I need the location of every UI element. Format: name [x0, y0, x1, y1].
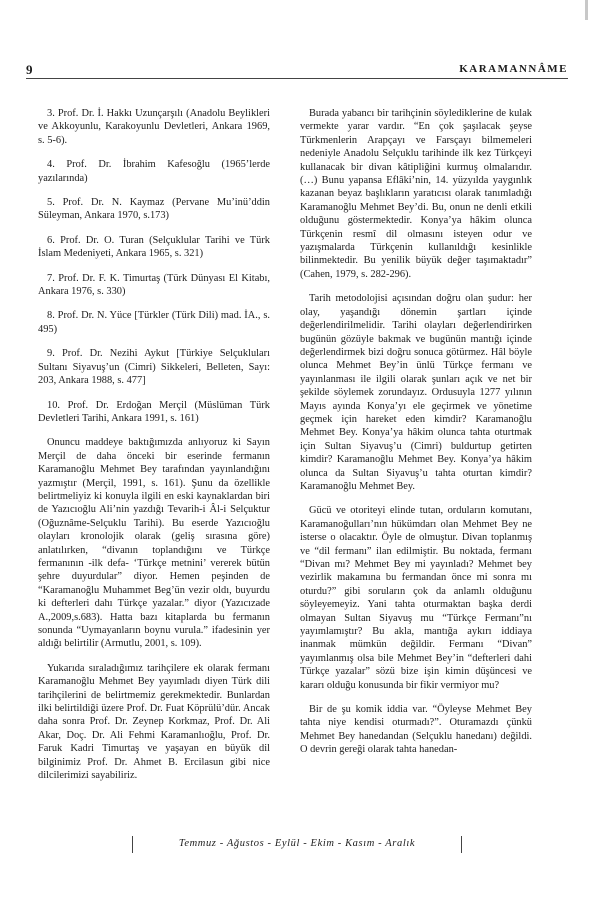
footer-months: Temmuz - Ağustos - Eylül - Ekim - Kasım - Aralık — [178, 838, 416, 849]
body-paragraph: Burada yabancı bir tarihçinin söylediklerine de kulak vermekte yarar vardır. “En çok şaşılacak şeyse Türkmenlerin Arapçayı ve Farsçayı bilmemeleri nedeniyle Anadolu Selçuklu tarihinde ilk kez Türkçeyi kullanacak bir divan kâtipliğini kurmuş olmalarıdır. (…) Bunu yapansa Eflâki’nin, 14. yüzyılda yaygınlık kazanan beyaz başlıkların yaratıcısı olarak tanımladığı Karamanoğlu Mehmet Bey’di. Bu, onun ne denli etkili olduğunu göstermektedir. Konya’ya hâkim olunca Türkçenin resmî dil olmasını isteyen odur ve yazışmalarda Türkçenin kullanıldığı kesinlikle bilinmektedir. Bu yenilik büyük değer taşımaktadır” (Cahen, 1979, s. 282-296). — [300, 108, 532, 280]
page-number: 9 — [26, 62, 33, 77]
body-paragraph: Onuncu maddeye baktığımızda anlıyoruz ki Sayın Merçil de daha önceki bir eserinde fermanın Karamanoğlu Mehmet Bey tarafından yayınlandığını yazmıştır (Merçil, 1991, s. 161). Şunu da özellikle belirtmeliyiz ki konuyla ilgili en eski kaynaklardan biri de Yazıcıoğlu Ali’nin yazdığı Tevarih-i Âl-i Selçuktur (Oğuznâme-Selçuklu Tarihi). Bu eserde Yazıcıoğlu olayları kronolojik olarak (geliş sırasına göre) anlatılırken, “divanın toplandığını ve Türkçe fermanının -ilk defa- ‘Türkçe metnini’ vererek bütün şehre duyurdular” diyor. Hemen peşinden de “Karamanoğlu Muhammet Beg’ün vezir oldı, buyurdu ki defterleri dahı Türkçe yazalar.” diyor (Yazıcızade A.,2009,s.683). Hatta bazı kitaplarda bu fermanın sonunda “Uymayanların boynu vurula.” ifadesinin yer aldığı belirtilir (Armutlu, 2001, s. 109). — [38, 437, 270, 650]
reference-item: 7. Prof. Dr. F. K. Timurtaş (Türk Dünyası El Kitabı, Ankara 1976, s. 330) — [38, 272, 270, 298]
footer-divider-right — [461, 836, 462, 853]
page-edge-mark — [585, 0, 588, 20]
body-paragraph: Bir de şu komik iddia var. “Öyleyse Mehmet Bey tahta niye kendisi oturmadı?”. Oturamazdı çünkü Mehmet Bey hanedandan (Selçuklu hanedanı) değildi. O devrin gereği olarak tahta hanedan- — [300, 704, 532, 756]
reference-item: 10. Prof. Dr. Erdoğan Merçil (Müslüman Türk Devletleri Tarihi, Ankara 1991, s. 161) — [38, 399, 270, 424]
right-column — [300, 107, 532, 768]
reference-item: 9. Prof. Dr. Nezihi Aykut [Türkiye Selçukluları Sultanı Siyavuş’un (Cimri) Sikkeleri, Belleten, Sayı: 203, Ankara 1988, s. 477] — [38, 348, 270, 387]
body-paragraph: Yukarıda sıraladığımız tarihçilere ek olarak fermanı Karamanoğlu Mehmet Bey yayımladı diyen Türk dili tarihçilerini de belirtmemiz gerekmektedir. Bunlardan ilki belirtildiği üzere Prof. Dr. Fuat Köprülü’dür. Ancak daha sonra Prof. Dr. Zeynep Korkmaz, Prof. Dr. Ali Akar, Doç. Dr. Ali Fehmi Karamanlıoğlu, Prof. Dr. Faruk Kadri Timurtaş ve yaşayan en büyük dil bilginimiz Prof. Dr. Ahmet B. Ercilasun gibi nice dilcilerimizi sayabiliriz. — [38, 662, 270, 782]
reference-item: 3. Prof. Dr. İ. Hakkı Uzunçarşılı (Anadolu Beylikleri ve Akkoyunlu, Karakoyunlu Devletleri, Ankara 1969, s. 5-6). — [38, 108, 270, 146]
reference-item: 6. Prof. Dr. O. Turan (Selçuklular Tarihi ve Türk İslam Medeniyeti, Ankara 1965, s. 321) — [38, 234, 270, 260]
reference-item: 8. Prof. Dr. N. Yüce [Türkler (Türk Dili) mad. İA., s. 495) — [38, 310, 270, 335]
reference-item: 4. Prof. Dr. İbrahim Kafesoğlu (1965’lerde yazılarında) — [38, 159, 270, 184]
header-divider — [26, 78, 568, 79]
page-header — [26, 60, 568, 78]
journal-title: KARAMANNÂME — [459, 63, 568, 75]
body-paragraph: Tarih metodolojisi açısından doğru olan şudur: her olay, yaşandığı dönemin şartları içinde değerlendirilmelidir. Tarihi olayları değerlendirirken bugünün gözüyle bakmak ve bugünün mantığı içinde değerlendirmek bizi doğru sonuca götürmez. Hâl böyle olunca Mehmet Bey’in ünlü Türkçe fermanı ve yayınlanması ile ilgili olarak şunları açık ve net bir şekilde söylemek zorundayız. Ordusuyla 1277 yılının Mayıs ayında Konya’yı ele geçirmek ve yönetime geçmek için hareket eden kimdir? Karamanoğlu Mehmet Bey. Konya’ya hâkim olunca tahta oturtmak için Sultan Siyavuş’u (Cimri) buldurtup getirten kimdir? Karamanoğlu Mehmet Bey. Konya’ya hâkim olunca da Sultan Siyavuş’u tahta oturtan kimdir? Karamanoğlu Mehmet Bey. — [300, 293, 532, 492]
left-column — [38, 107, 270, 793]
reference-item: 5. Prof. Dr. N. Kaymaz (Pervane Mu’inü’ddin Süleyman, Ankara 1970, s.173) — [38, 197, 270, 222]
body-paragraph: Gücü ve otoriteyi elinde tutan, orduların komutanı, Karamanoğulları’nın hükümdarı olan Mehmet Bey ne isterse o olacaktır. Öyle de olmuştur. Divan toplanmış ve “dil fermanı” ilan edilmiştir. Bu noktada, fermanı “Divan mı? Mehmet Bey mi yayınladı? Mehmet bey vezirlik makamına bu fermandan önce mi sonra mı oturdu?” gibi soruların çok da anlamlı olduğunu söyleyemeyiz. Yani tahta oturmaktan başka derdi olmayan Sultan Siyavuş mu “Türkçe Fermanı”nı yayımlamıştır? Bu akla, mantığa aykırı iddiaya inanmak mümkün değildir. Fermanı “Divan” yayımlanmış olsa bile Mehmet Bey’in “defterleri dahi Türkçe yazalar” sözü bize işin kimin düşüncesi ve kararı olduğu konusunda bir fikir vermiyor mu? — [300, 505, 532, 691]
page-footer — [132, 833, 462, 857]
